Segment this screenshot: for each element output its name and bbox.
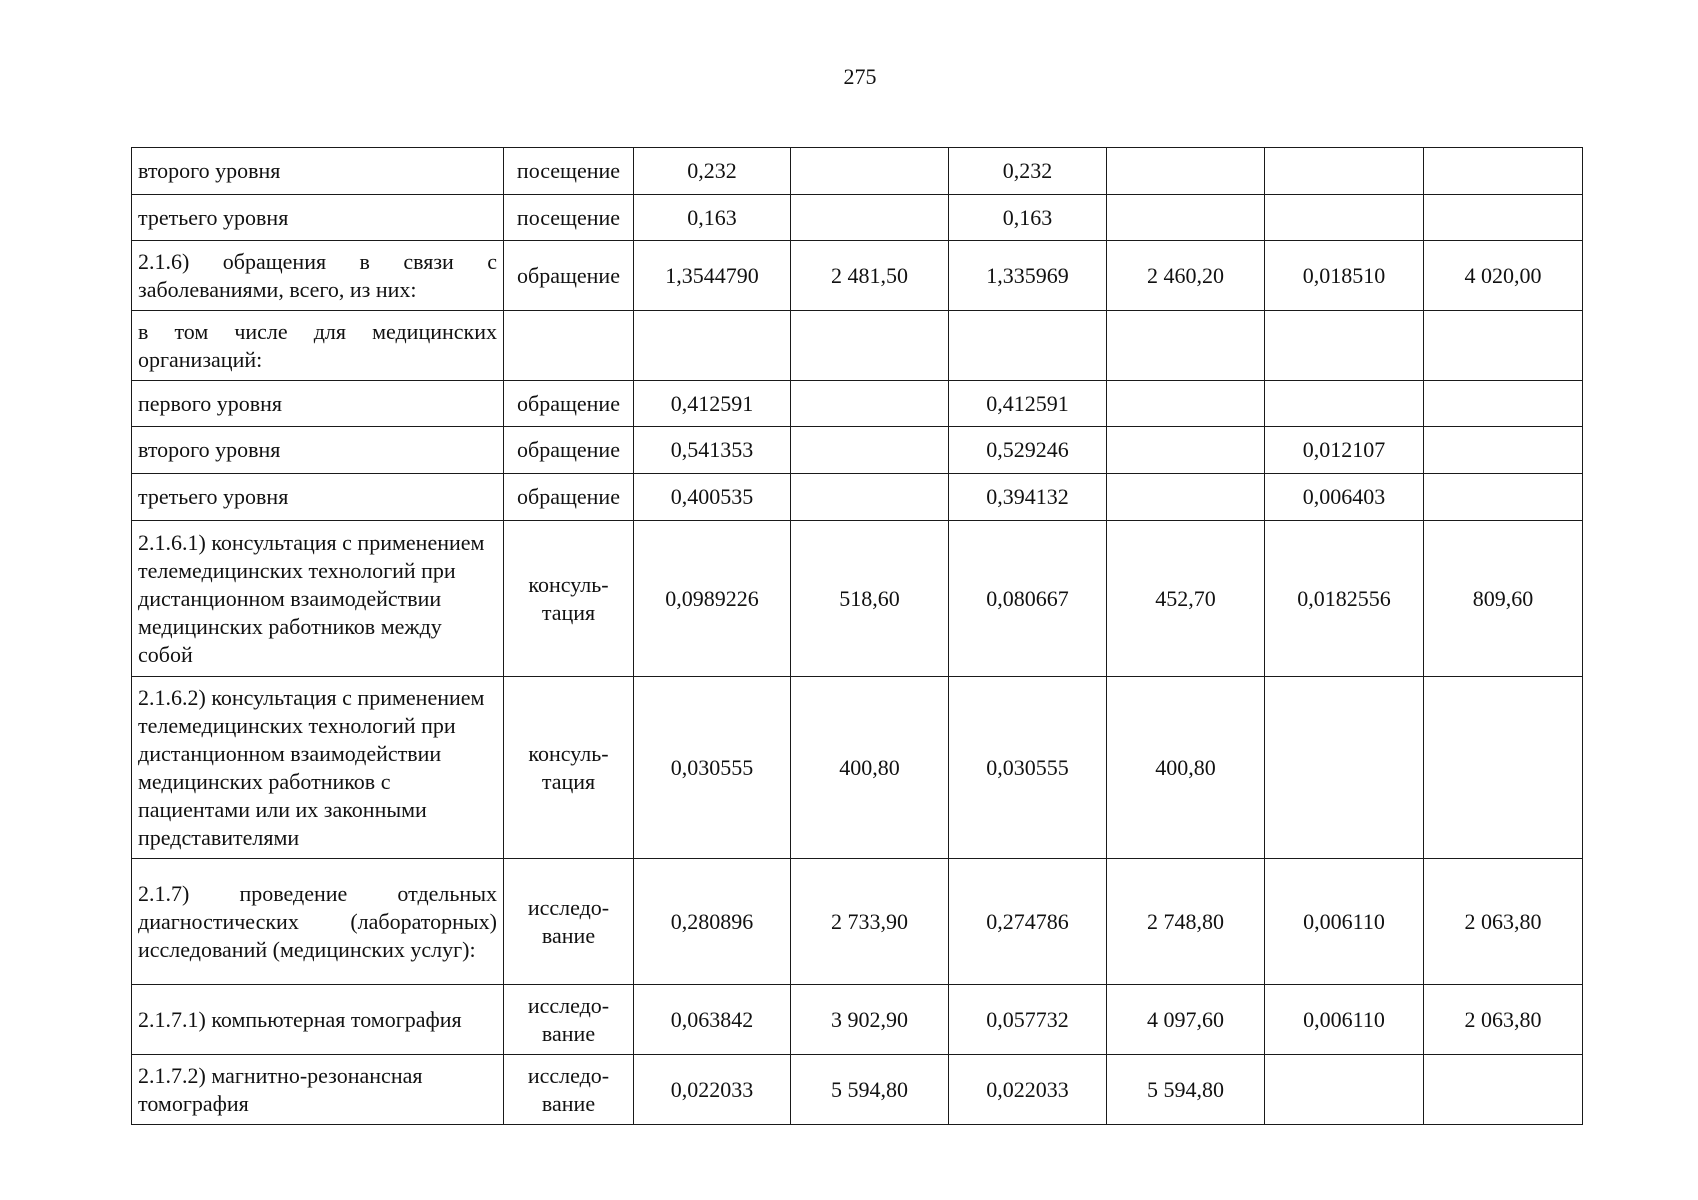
table-row	[132, 1055, 1583, 1125]
value-cell: 0,057732	[949, 985, 1107, 1055]
value-cell	[1424, 195, 1583, 241]
row-name-cell: третьего уровня	[132, 474, 504, 521]
value-cell: 1,335969	[949, 241, 1107, 311]
unit-cell: исследо- вание	[504, 859, 634, 985]
value-cell: 0,063842	[634, 985, 791, 1055]
value-cell	[791, 474, 949, 521]
value-cell: 2 733,90	[791, 859, 949, 985]
value-cell: 0,0989226	[634, 521, 791, 677]
value-cell	[1265, 311, 1424, 381]
value-cell	[634, 311, 791, 381]
value-cell: 0,400535	[634, 474, 791, 521]
row-name-cell: 2.1.6) обращения в связи с заболеваниями, всего, из них:	[132, 241, 504, 311]
value-cell: 2 481,50	[791, 241, 949, 311]
table-row	[132, 241, 1583, 311]
value-cell	[1265, 148, 1424, 195]
value-cell: 0,006110	[1265, 859, 1424, 985]
row-name-cell: второго уровня	[132, 427, 504, 474]
value-cell: 0,274786	[949, 859, 1107, 985]
value-cell: 0,030555	[634, 677, 791, 859]
unit-cell: консуль- тация	[504, 677, 634, 859]
table-row	[132, 985, 1583, 1055]
value-cell	[791, 427, 949, 474]
value-cell: 452,70	[1107, 521, 1265, 677]
value-cell: 0,006403	[1265, 474, 1424, 521]
value-cell: 1,3544790	[634, 241, 791, 311]
value-cell	[1107, 148, 1265, 195]
row-name-cell: в том числе для медицинских организаций:	[132, 311, 504, 381]
value-cell	[1107, 381, 1265, 427]
value-cell	[1424, 1055, 1583, 1125]
value-cell	[1107, 427, 1265, 474]
value-cell: 0,163	[634, 195, 791, 241]
unit-cell: обращение	[504, 427, 634, 474]
value-cell	[1265, 381, 1424, 427]
value-cell	[1424, 677, 1583, 859]
unit-cell: обращение	[504, 241, 634, 311]
value-cell: 0,529246	[949, 427, 1107, 474]
value-cell: 0,412591	[949, 381, 1107, 427]
table-row	[132, 311, 1583, 381]
value-cell	[1424, 427, 1583, 474]
row-name-cell: 2.1.7) проведение отдельных диагностических (лабораторных) исследований (медицинских услуг):	[132, 859, 504, 985]
unit-cell: консуль- тация	[504, 521, 634, 677]
unit-cell: обращение	[504, 474, 634, 521]
value-cell: 2 460,20	[1107, 241, 1265, 311]
value-cell: 3 902,90	[791, 985, 949, 1055]
value-cell	[791, 148, 949, 195]
value-cell: 0,080667	[949, 521, 1107, 677]
value-cell: 0,0182556	[1265, 521, 1424, 677]
value-cell	[1107, 474, 1265, 521]
table-row	[132, 427, 1583, 474]
value-cell	[791, 381, 949, 427]
value-cell: 0,541353	[634, 427, 791, 474]
value-cell: 0,022033	[949, 1055, 1107, 1125]
unit-cell: обращение	[504, 381, 634, 427]
value-cell: 4 020,00	[1424, 241, 1583, 311]
value-cell	[1424, 311, 1583, 381]
value-cell: 5 594,80	[1107, 1055, 1265, 1125]
value-cell	[949, 311, 1107, 381]
page-number: 275	[843, 64, 877, 89]
table-row	[132, 474, 1583, 521]
unit-cell	[504, 311, 634, 381]
value-cell	[1265, 677, 1424, 859]
value-cell: 518,60	[791, 521, 949, 677]
value-cell: 2 063,80	[1424, 859, 1583, 985]
value-cell: 0,232	[949, 148, 1107, 195]
value-cell	[1265, 195, 1424, 241]
unit-cell: посещение	[504, 148, 634, 195]
value-cell	[1424, 148, 1583, 195]
value-cell: 809,60	[1424, 521, 1583, 677]
row-name-cell: 2.1.7.1) компьютерная томография	[132, 985, 504, 1055]
value-cell	[1424, 381, 1583, 427]
row-name-cell: 2.1.6.2) консультация с применением телемедицинских технологий при дистанционном взаимодействии медицинских работников с пациентами или их законными представителями	[132, 677, 504, 859]
value-cell	[1107, 195, 1265, 241]
data-table	[131, 147, 1583, 1125]
value-cell: 2 063,80	[1424, 985, 1583, 1055]
row-name-cell: первого уровня	[132, 381, 504, 427]
value-cell	[1424, 474, 1583, 521]
value-cell: 5 594,80	[791, 1055, 949, 1125]
row-name-cell: третьего уровня	[132, 195, 504, 241]
value-cell: 2 748,80	[1107, 859, 1265, 985]
value-cell: 0,012107	[1265, 427, 1424, 474]
value-cell: 0,030555	[949, 677, 1107, 859]
value-cell	[1107, 311, 1265, 381]
value-cell	[1265, 1055, 1424, 1125]
unit-cell: исследо- вание	[504, 1055, 634, 1125]
unit-cell: посещение	[504, 195, 634, 241]
unit-cell: исследо- вание	[504, 985, 634, 1055]
value-cell: 0,006110	[1265, 985, 1424, 1055]
value-cell: 0,412591	[634, 381, 791, 427]
value-cell: 0,280896	[634, 859, 791, 985]
row-name-cell: 2.1.6.1) консультация с применением телемедицинских технологий при дистанционном взаимодействии медицинских работников между собой	[132, 521, 504, 677]
table-row	[132, 381, 1583, 427]
row-name-cell: второго уровня	[132, 148, 504, 195]
value-cell: 400,80	[791, 677, 949, 859]
table-row	[132, 148, 1583, 195]
table-row	[132, 195, 1583, 241]
value-cell	[791, 311, 949, 381]
table-row	[132, 677, 1583, 859]
value-cell: 0,018510	[1265, 241, 1424, 311]
value-cell: 0,394132	[949, 474, 1107, 521]
value-cell: 0,022033	[634, 1055, 791, 1125]
value-cell	[791, 195, 949, 241]
value-cell: 0,163	[949, 195, 1107, 241]
row-name-cell: 2.1.7.2) магнитно-резонансная томография	[132, 1055, 504, 1125]
value-cell: 0,232	[634, 148, 791, 195]
table-row	[132, 859, 1583, 985]
value-cell: 400,80	[1107, 677, 1265, 859]
value-cell: 4 097,60	[1107, 985, 1265, 1055]
table-row	[132, 521, 1583, 677]
